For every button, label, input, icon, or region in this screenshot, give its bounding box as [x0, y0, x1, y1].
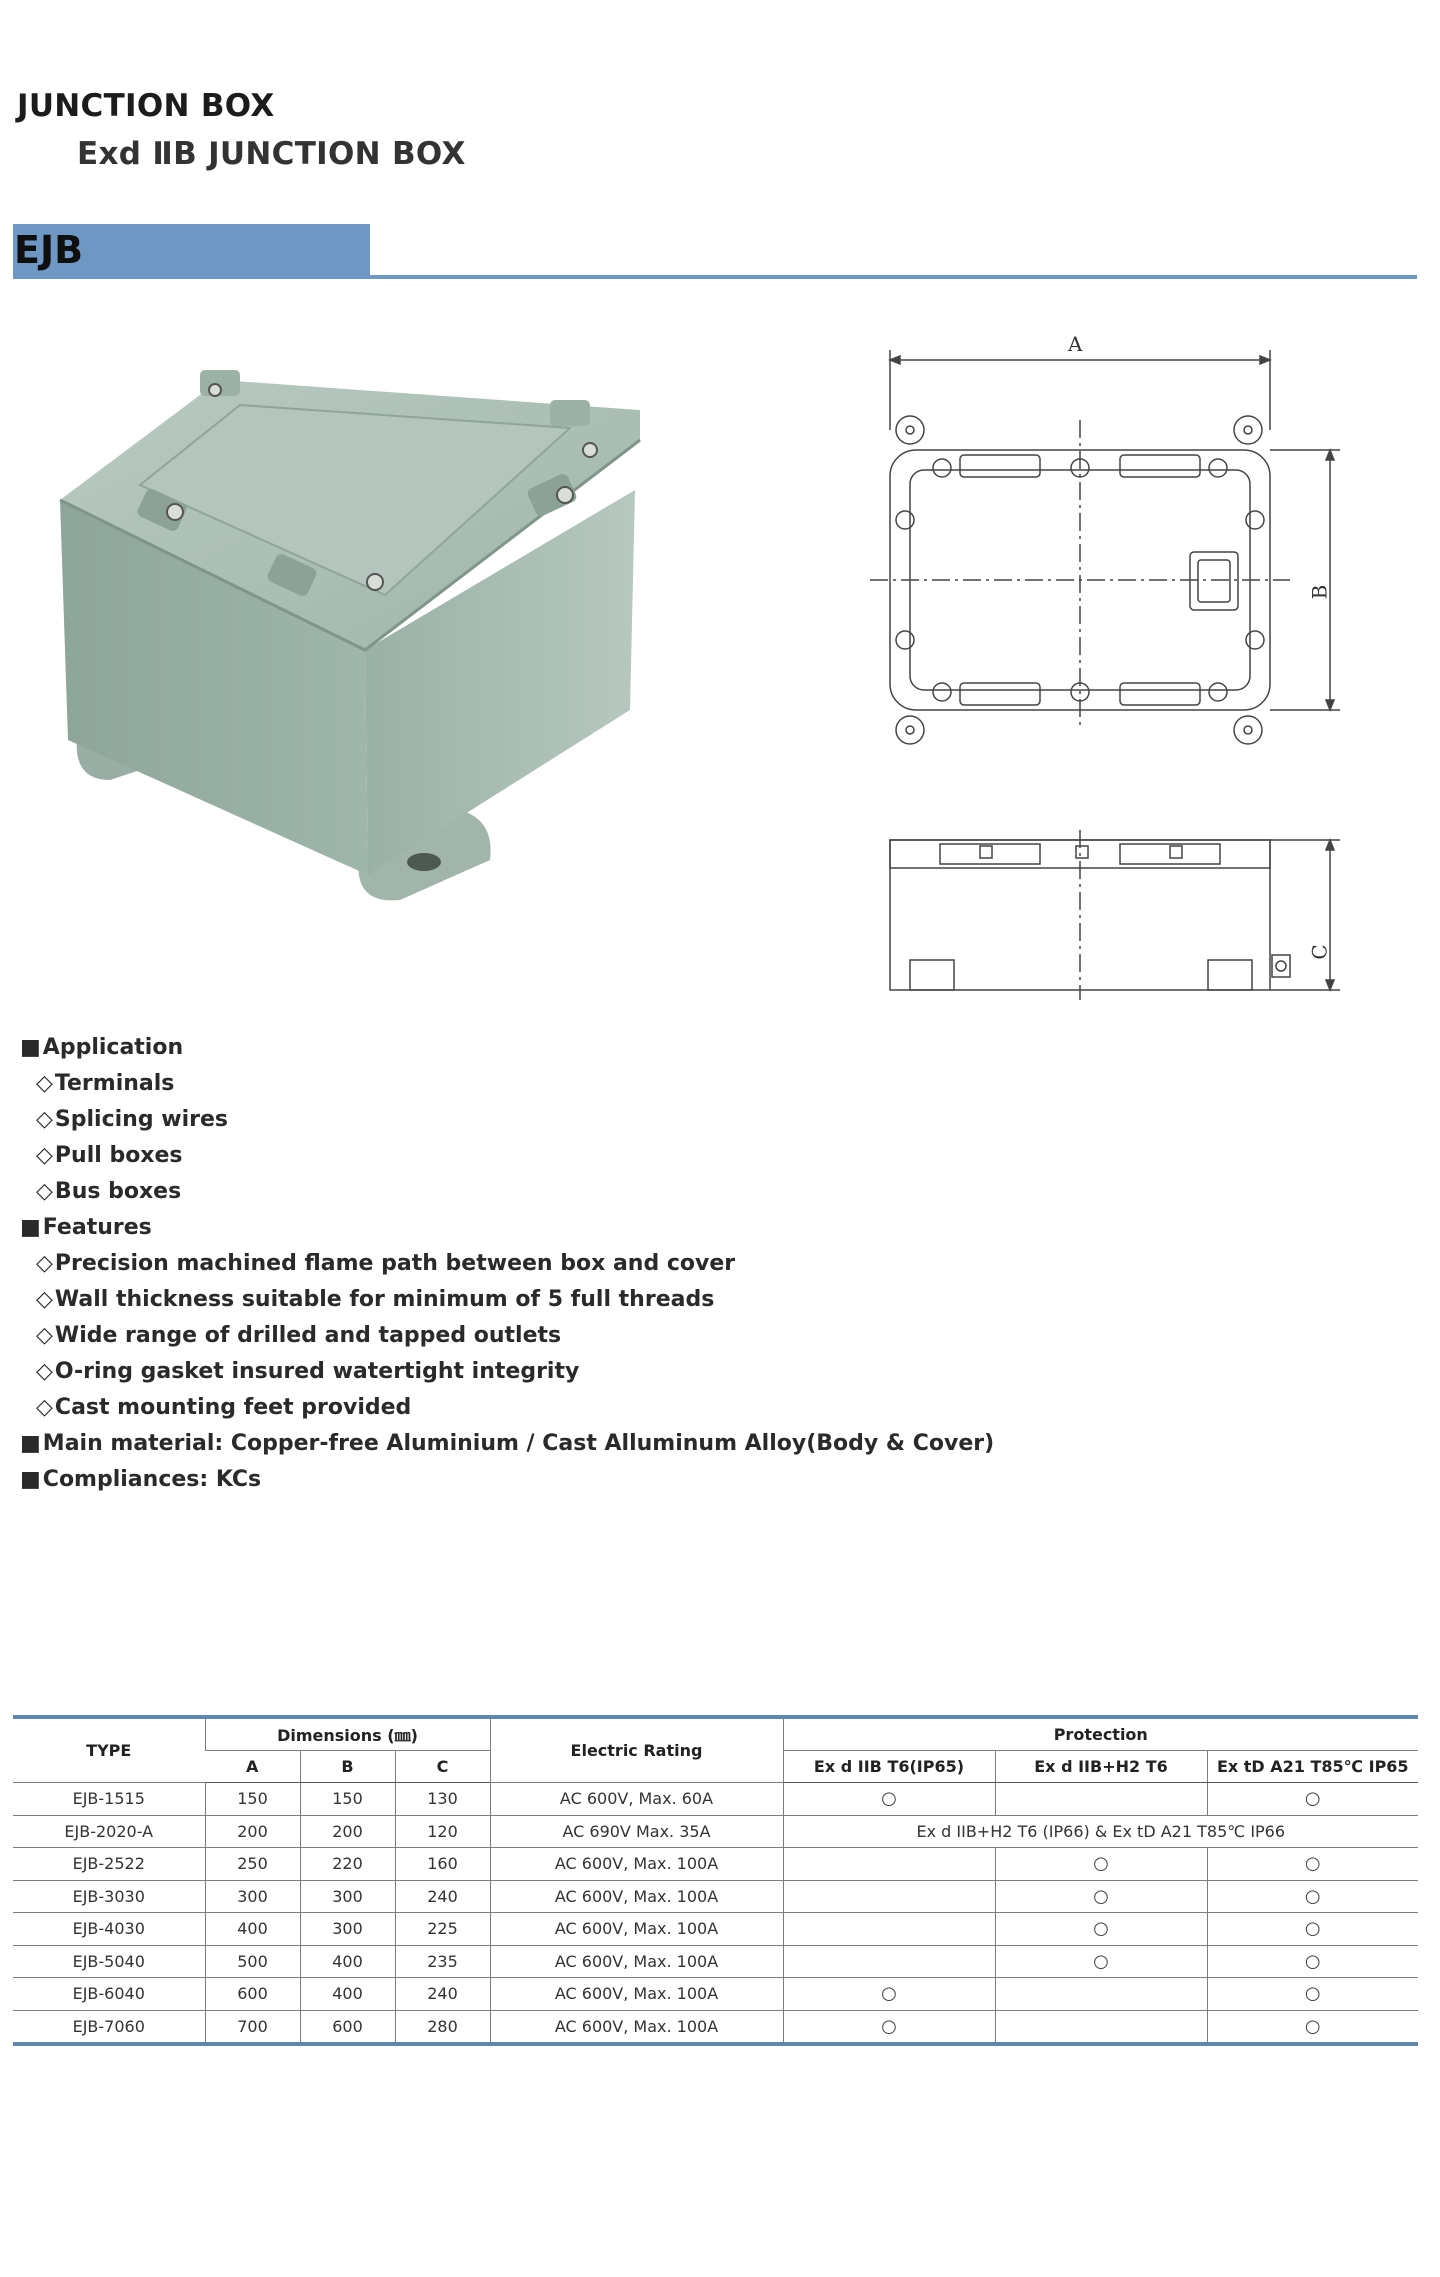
feature-item: ◇ Wall thickness suitable for minimum of 5 full threads — [20, 1282, 994, 1318]
protection-p3-cell: ○ — [1207, 1913, 1418, 1946]
rating-cell: AC 600V, Max. 100A — [490, 1913, 783, 1946]
rating-header: Electric Rating — [490, 1717, 783, 1783]
dim-c-cell: 240 — [395, 1978, 490, 2011]
dimension-b-label: B — [1307, 584, 1332, 600]
dimension-drawing — [860, 330, 1380, 1070]
type-cell: EJB-3030 — [13, 1880, 205, 1913]
type-cell: EJB-4030 — [13, 1913, 205, 1946]
rating-cell: AC 600V, Max. 100A — [490, 1978, 783, 2011]
type-cell: EJB-7060 — [13, 2010, 205, 2044]
application-heading: ■ Application — [20, 1030, 994, 1066]
protection-p2-cell: ○ — [995, 1945, 1207, 1978]
application-item: ◇ Pull boxes — [20, 1138, 994, 1174]
dim-a-cell: 600 — [205, 1978, 300, 2011]
protection-p1-cell: ○ — [783, 1783, 995, 1816]
dimension-a-label: A — [1068, 332, 1083, 356]
dim-c-cell: 130 — [395, 1783, 490, 1816]
dim-a-header: A — [205, 1751, 300, 1783]
dim-b-cell: 300 — [300, 1880, 395, 1913]
feature-item: ◇ Wide range of drilled and tapped outlets — [20, 1318, 994, 1354]
protection-p2-cell: ○ — [995, 1880, 1207, 1913]
dim-c-cell: 240 — [395, 1880, 490, 1913]
protection-header: Protection — [783, 1717, 1418, 1751]
protection-p3-cell: ○ — [1207, 1945, 1418, 1978]
features-heading: ■ Features — [20, 1210, 994, 1246]
protection-p3-cell: ○ — [1207, 1978, 1418, 2011]
table-row — [13, 1945, 1418, 1978]
model-header-rule — [13, 275, 1417, 279]
protection-p1-cell: ○ — [783, 2010, 995, 2044]
dim-a-cell: 250 — [205, 1848, 300, 1881]
dim-c-cell: 120 — [395, 1815, 490, 1848]
dimensions-header: Dimensions (㎜) — [205, 1717, 490, 1751]
dim-b-cell: 200 — [300, 1815, 395, 1848]
protection-p3-header: Ex tD A21 T85℃ IP65 — [1207, 1751, 1418, 1783]
spec-list — [20, 1030, 994, 1498]
rating-cell: AC 600V, Max. 100A — [490, 1880, 783, 1913]
dimension-c-label: C — [1307, 944, 1332, 960]
rating-cell: AC 600V, Max. 100A — [490, 1848, 783, 1881]
protection-p1-cell — [783, 1945, 995, 1978]
protection-p2-cell: ○ — [995, 1848, 1207, 1881]
protection-p1-cell: ○ — [783, 1978, 995, 2011]
type-header: TYPE — [13, 1717, 205, 1783]
feature-item: ◇ O-ring gasket insured watertight integrity — [20, 1354, 994, 1390]
rating-cell: AC 600V, Max. 60A — [490, 1783, 783, 1816]
dim-c-cell: 235 — [395, 1945, 490, 1978]
dim-b-cell: 220 — [300, 1848, 395, 1881]
dim-c-cell: 280 — [395, 2010, 490, 2044]
protection-p1-header: Ex d IIB T6(IP65) — [783, 1751, 995, 1783]
dim-b-header: B — [300, 1751, 395, 1783]
dim-b-cell: 150 — [300, 1783, 395, 1816]
table-row — [13, 1815, 1418, 1848]
dim-c-header: C — [395, 1751, 490, 1783]
protection-merged-cell: Ex d IIB+H2 T6 (IP66) & Ex tD A21 T85℃ IP66 — [783, 1815, 1418, 1848]
dim-a-cell: 200 — [205, 1815, 300, 1848]
type-cell: EJB-1515 — [13, 1783, 205, 1816]
type-cell: EJB-2020-A — [13, 1815, 205, 1848]
junction-box-photo — [50, 310, 650, 920]
dim-b-cell: 400 — [300, 1978, 395, 2011]
type-cell: EJB-2522 — [13, 1848, 205, 1881]
protection-p2-cell: ○ — [995, 1913, 1207, 1946]
application-item: ◇ Terminals — [20, 1066, 994, 1102]
protection-p3-cell: ○ — [1207, 1783, 1418, 1816]
table-row — [13, 1880, 1418, 1913]
dim-a-cell: 400 — [205, 1913, 300, 1946]
protection-p1-cell — [783, 1913, 995, 1946]
rating-cell: AC 690V Max. 35A — [490, 1815, 783, 1848]
dim-b-cell: 300 — [300, 1913, 395, 1946]
model-label: EJB — [14, 228, 84, 272]
protection-p2-cell — [995, 1783, 1207, 1816]
dim-a-cell: 300 — [205, 1880, 300, 1913]
feature-item: ◇ Precision machined flame path between box and cover — [20, 1246, 994, 1282]
table-row — [13, 1913, 1418, 1946]
protection-p3-cell: ○ — [1207, 2010, 1418, 2044]
feature-item: ◇ Cast mounting feet provided — [20, 1390, 994, 1426]
dim-a-cell: 700 — [205, 2010, 300, 2044]
type-cell: EJB-5040 — [13, 1945, 205, 1978]
compliances-line: ■ Compliances: KCs — [20, 1462, 994, 1498]
protection-p1-cell — [783, 1848, 995, 1881]
table-row — [13, 2010, 1418, 2044]
dim-b-cell: 400 — [300, 1945, 395, 1978]
protection-p2-header: Ex d IIB+H2 T6 — [995, 1751, 1207, 1783]
type-cell: EJB-6040 — [13, 1978, 205, 2011]
protection-p1-cell — [783, 1880, 995, 1913]
table-row — [13, 1978, 1418, 2011]
protection-p3-cell: ○ — [1207, 1880, 1418, 1913]
dim-b-cell: 600 — [300, 2010, 395, 2044]
rating-cell: AC 600V, Max. 100A — [490, 1945, 783, 1978]
spec-table — [13, 1715, 1418, 2046]
protection-p2-cell — [995, 1978, 1207, 2011]
dim-a-cell: 150 — [205, 1783, 300, 1816]
material-line: ■ Main material: Copper-free Aluminium / Cast Alluminum Alloy(Body & Cover) — [20, 1426, 994, 1462]
protection-p2-cell — [995, 2010, 1207, 2044]
dim-c-cell: 160 — [395, 1848, 490, 1881]
dim-c-cell: 225 — [395, 1913, 490, 1946]
application-item: ◇ Bus boxes — [20, 1174, 994, 1210]
dim-a-cell: 500 — [205, 1945, 300, 1978]
table-row — [13, 1783, 1418, 1816]
protection-p3-cell: ○ — [1207, 1848, 1418, 1881]
page-title: JUNCTION BOX — [17, 88, 275, 124]
application-item: ◇ Splicing wires — [20, 1102, 994, 1138]
table-row — [13, 1848, 1418, 1881]
page-subtitle: Exd ⅡB JUNCTION BOX — [77, 136, 466, 172]
rating-cell: AC 600V, Max. 100A — [490, 2010, 783, 2044]
